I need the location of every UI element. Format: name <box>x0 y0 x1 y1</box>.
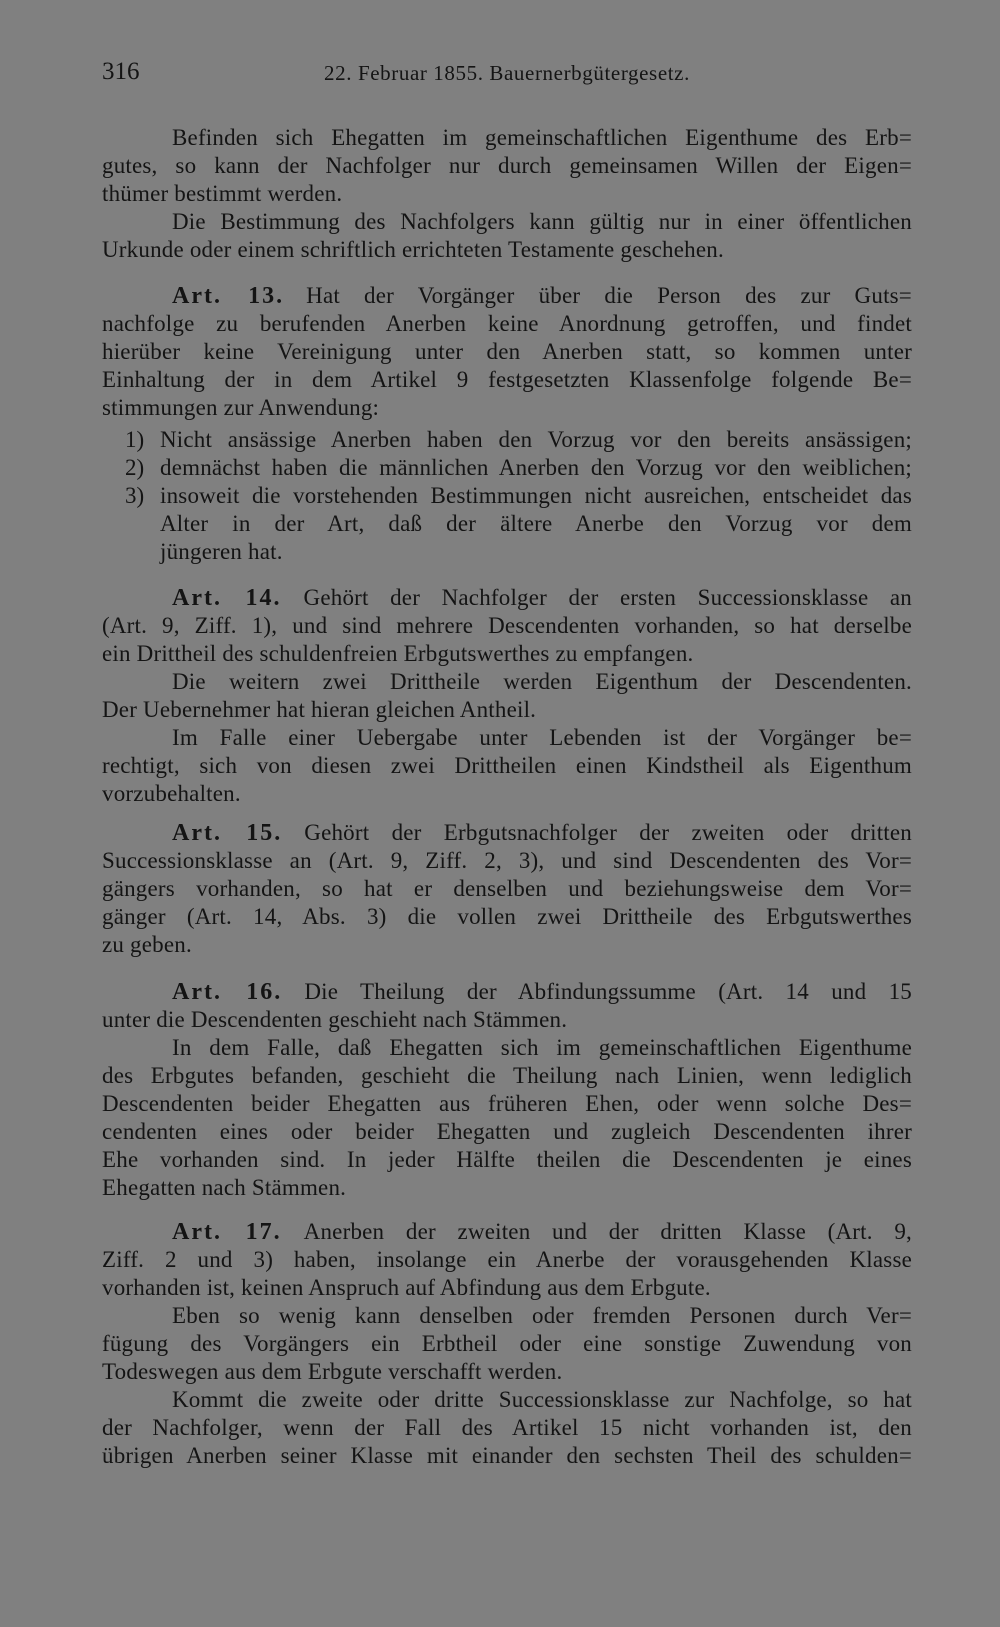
article-heading: Art. 13. <box>172 283 285 309</box>
text-line: Die Bestimmung des Nachfolgers kann gültig nur in einer öffentlichen <box>172 209 912 234</box>
page-number: 316 <box>102 58 140 85</box>
text-line: nachfolge zu berufenden Anerben keine Anordnung getroffen, und findet <box>102 311 912 336</box>
text-span: Hat der Vorgänger über die Person des zur Guts= <box>306 283 912 308</box>
text-line: Descendenten beider Ehegatten aus früheren Ehen, oder wenn solche Des= <box>102 1091 912 1116</box>
text-line: Ehegatten nach Stämmen. <box>102 1175 347 1200</box>
paragraph <box>102 208 912 264</box>
text-line <box>102 584 912 612</box>
text-line: übrigen Anerben seiner Klasse mit einander den sechsten Theil des schulden= <box>102 1443 912 1468</box>
text-line: cendenten eines oder beider Ehegatten und zugleich Descendenten ihrer <box>102 1119 912 1144</box>
text-span: Gehört der Erbgutsnachfolger der zweiten oder dritten <box>304 820 912 845</box>
article-heading: Art. 14. <box>172 585 282 611</box>
continued-text <box>102 124 912 264</box>
text-line: rechtigt, sich von diesen zwei Drittheilen einen Kindstheil als Eigenthum <box>102 753 912 778</box>
text-line: vorhanden ist, keinen Anspruch auf Abfindung aus dem Erbgute. <box>102 1275 711 1300</box>
article-15 <box>102 819 912 959</box>
list-item <box>102 426 912 454</box>
text-line <box>102 978 912 1006</box>
text-line: In dem Falle, daß Ehegatten sich im gemeinschaftlichen Eigenthume <box>172 1035 912 1060</box>
paragraph <box>102 668 912 724</box>
text-line: Nicht ansässige Anerben haben den Vorzug vor den bereits ansässigen; <box>160 427 912 452</box>
paragraph <box>102 1218 912 1302</box>
article-heading: Art. 17. <box>172 1219 282 1245</box>
paragraph <box>102 978 912 1034</box>
text-line: Ehe vorhanden sind. In jeder Hälfte theilen die Descendenten je eines <box>102 1147 912 1172</box>
running-title: 22. Februar 1855. Bauernerbgütergesetz. <box>324 61 690 85</box>
text-line: vorzubehalten. <box>102 781 241 806</box>
paragraph <box>102 1034 912 1202</box>
text-line: Kommt die zweite oder dritte Successionsklasse zur Nachfolge, so hat <box>172 1387 912 1412</box>
list-item-number: 3) <box>125 483 145 508</box>
text-line: demnächst haben die männlichen Anerben den Vorzug vor den weiblichen; <box>160 455 912 480</box>
list-item <box>102 454 912 482</box>
paragraph <box>102 282 912 422</box>
paragraph <box>102 124 912 208</box>
text-line: Todeswegen aus dem Erbgute verschafft werden. <box>102 1359 563 1384</box>
text-line: stimmungen zur Anwendung: <box>102 395 380 420</box>
article-16 <box>102 978 912 1202</box>
list-item <box>102 482 912 566</box>
list-item-number: 2) <box>125 455 145 480</box>
text-line: Eben so wenig kann denselben oder fremden Personen durch Ver= <box>172 1303 912 1328</box>
text-line: zu geben. <box>102 932 192 957</box>
paragraph <box>102 584 912 668</box>
text-line: Im Falle einer Uebergabe unter Lebenden ist der Vorgänger be= <box>172 725 912 750</box>
article-14 <box>102 584 912 808</box>
list-item-number: 1) <box>125 427 145 452</box>
text-line: Successionsklasse an (Art. 9, Ziff. 2, 3), und sind Descendenten des Vor= <box>102 848 912 873</box>
text-line: insoweit die vorstehenden Bestimmungen nicht ausreichen, entscheidet das <box>160 483 912 508</box>
text-line: (Art. 9, Ziff. 1), und sind mehrere Descendenten vorhanden, so hat derselbe <box>102 613 912 638</box>
text-line: Einhaltung der in dem Artikel 9 festgesetzten Klassenfolge folgende Be= <box>102 367 912 392</box>
text-line <box>102 1218 912 1246</box>
text-line: gutes, so kann der Nachfolger nur durch gemeinsamen Willen der Eigen= <box>102 153 912 178</box>
text-line: Die weitern zwei Drittheile werden Eigenthum der Descendenten. <box>172 669 912 694</box>
text-span: Die Theilung der Abfindungssumme (Art. 14 und 15 <box>304 979 912 1004</box>
paragraph <box>102 819 912 959</box>
text-line: Befinden sich Ehegatten im gemeinschaftlichen Eigenthume des Erb= <box>172 125 912 150</box>
article-heading: Art. 16. <box>172 979 283 1005</box>
text-line: unter die Descendenten geschieht nach Stämmen. <box>102 1007 568 1032</box>
paragraph <box>102 724 912 808</box>
text-line: Urkunde oder einem schriftlich errichteten Testamente geschehen. <box>102 237 724 262</box>
text-line: Alter in der Art, daß der ältere Anerbe den Vorzug vor dem <box>160 511 912 536</box>
text-line <box>102 819 912 847</box>
article-heading: Art. 15. <box>172 820 283 846</box>
text-line: Der Uebernehmer hat hieran gleichen Antheil. <box>102 697 537 722</box>
paragraph <box>102 1386 912 1470</box>
article-13 <box>102 282 912 566</box>
paragraph <box>102 1302 912 1386</box>
text-line: gängers vorhanden, so hat er denselben und beziehungsweise dem Vor= <box>102 876 912 901</box>
text-line: fügung des Vorgängers ein Erbtheil oder eine sonstige Zuwendung von <box>102 1331 912 1356</box>
text-line: des Erbgutes befanden, geschieht die Theilung nach Linien, wenn lediglich <box>102 1063 912 1088</box>
text-line <box>102 282 912 310</box>
text-line: thümer bestimmt werden. <box>102 181 343 206</box>
text-line: gänger (Art. 14, Abs. 3) die vollen zwei Drittheile des Erbgutswerthes <box>102 904 912 929</box>
text-span: Gehört der Nachfolger der ersten Successionsklasse an <box>303 585 912 610</box>
running-header <box>102 56 912 88</box>
text-line: der Nachfolger, wenn der Fall des Artikel 15 nicht vorhanden ist, den <box>102 1415 912 1440</box>
text-line: ein Drittheil des schuldenfreien Erbgutswerthes zu empfangen. <box>102 641 694 666</box>
provision-list <box>102 426 912 566</box>
text-line: hierüber keine Vereinigung unter den Anerben statt, so kommen unter <box>102 339 912 364</box>
text-line: Ziff. 2 und 3) haben, insolange ein Anerbe der vorausgehenden Klasse <box>102 1247 912 1272</box>
text-line: jüngeren hat. <box>160 539 283 564</box>
text-span: Anerben der zweiten und der dritten Klasse (Art. 9, <box>303 1219 912 1244</box>
article-17 <box>102 1218 912 1470</box>
